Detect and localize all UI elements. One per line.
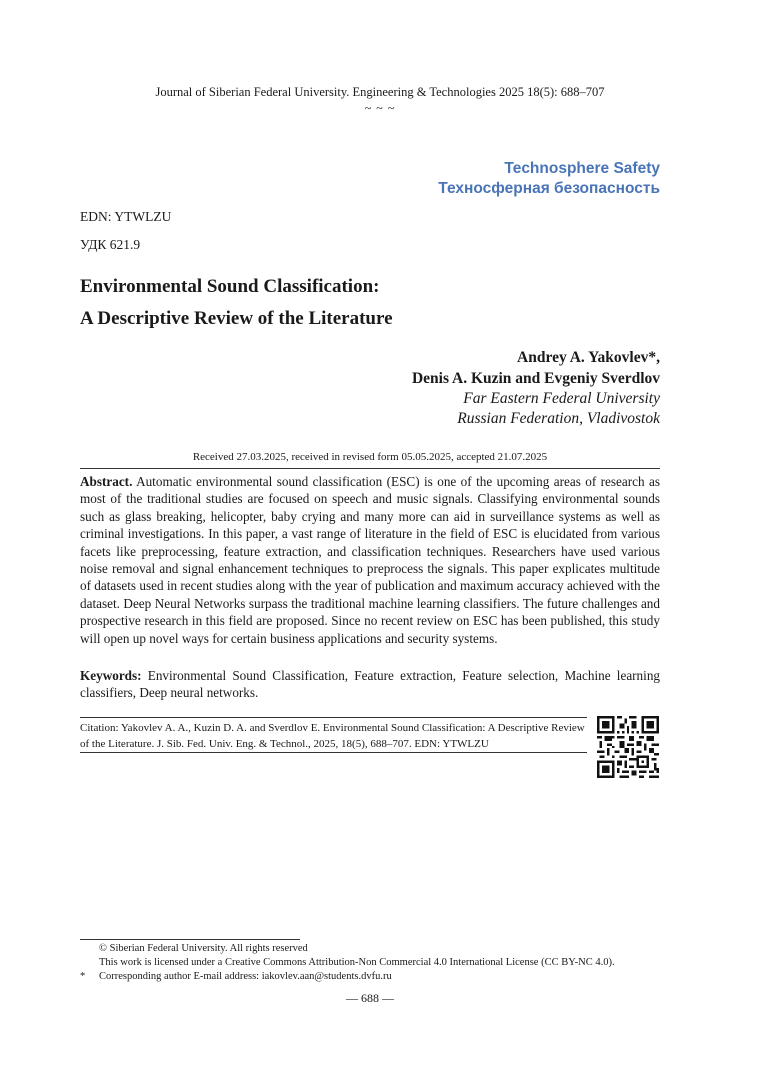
header-separator: ~ ~ ~ (364, 101, 396, 115)
abstract (80, 473, 660, 647)
divider (80, 468, 660, 469)
authors-line2: Denis A. Kuzin and Evgeniy Sverdlov (411, 370, 660, 387)
authors-line1: Andrey A. Yakovlev*, (517, 349, 660, 366)
citation: Citation: Yakovlev A. A., Kuzin D. A. and Sverdlov E. Environmental Sound Classification: A Descriptive Review of the Literature. J. Sib. Fed. Univ. Eng. & Technol., 2025, 18(5), 688–707. EDN: YTWLZU (80, 722, 585, 750)
affiliation-line2: Russian Federation, Vladivostok (457, 410, 660, 427)
section-title-en: Technosphere Safety (504, 160, 660, 177)
section-title-ru: Техносферная безопасность (438, 180, 660, 197)
footnote-corresponding-author: Corresponding author E-mail address: iakovlev.aan@students.dvfu.ru (99, 971, 392, 982)
keywords-label: Keywords: (80, 668, 142, 683)
page-number: — 688 — (346, 991, 394, 1005)
footnote-copyright: © Siberian Federal University. All rights reserved (99, 943, 308, 954)
footnote-license: This work is licensed under a Creative Commons Attribution-Non Commercial 4.0 International License (CC BY-NC 4.0). (99, 957, 615, 968)
qr-code[interactable] (597, 716, 659, 778)
divider (80, 752, 587, 753)
journal-header: Journal of Siberian Federal University. Engineering & Technologies 2025 18(5): 688–707 (155, 85, 605, 99)
keywords (80, 667, 660, 702)
edn-code: EDN: YTWLZU (80, 209, 172, 224)
article-title-line1: Environmental Sound Classification: (80, 276, 380, 297)
keywords-text: Environmental Sound Classification, Feature extraction, Feature selection, Machine learning classifiers, Deep neural networks. (80, 668, 661, 701)
divider (80, 717, 587, 718)
affiliation-line1: Far Eastern Federal University (463, 390, 660, 407)
article-title-line2: A Descriptive Review of the Literature (80, 308, 393, 329)
abstract-text: Automatic environmental sound classification (ESC) is one of the upcoming areas of research as most of the traditional studies are focused on speech and music signals. Classifying environmental sounds such as glass breaking, helicopter, baby crying and many more can aid in surveillance systems as well as criminal investigations. In this paper, a vast range of literature in the field of ESC is elucidated from various facets like preprocessing, feature extraction, and classification techniques. Researchers have used various noise removal and signal enhancement techniques to preprocess the signals. This paper explicates multitude of datasets used in recent studies along with the year of publication and maximum accuracy achieved with the dataset. Deep Neural Networks surpass the traditional machine learning classifiers. The future challenges and prospective research in this field are proposed. Since no recent review on ESC has been published, this study will open up novel ways for certain business applications and security systems. (80, 474, 660, 646)
udk-code: УДК 621.9 (80, 237, 141, 252)
abstract-label: Abstract. (80, 474, 133, 489)
footnote-divider (80, 939, 300, 940)
received-dates: Received 27.03.2025, received in revised form 05.05.2025, accepted 21.07.2025 (192, 451, 548, 463)
footnote-star-marker: * (80, 971, 86, 982)
